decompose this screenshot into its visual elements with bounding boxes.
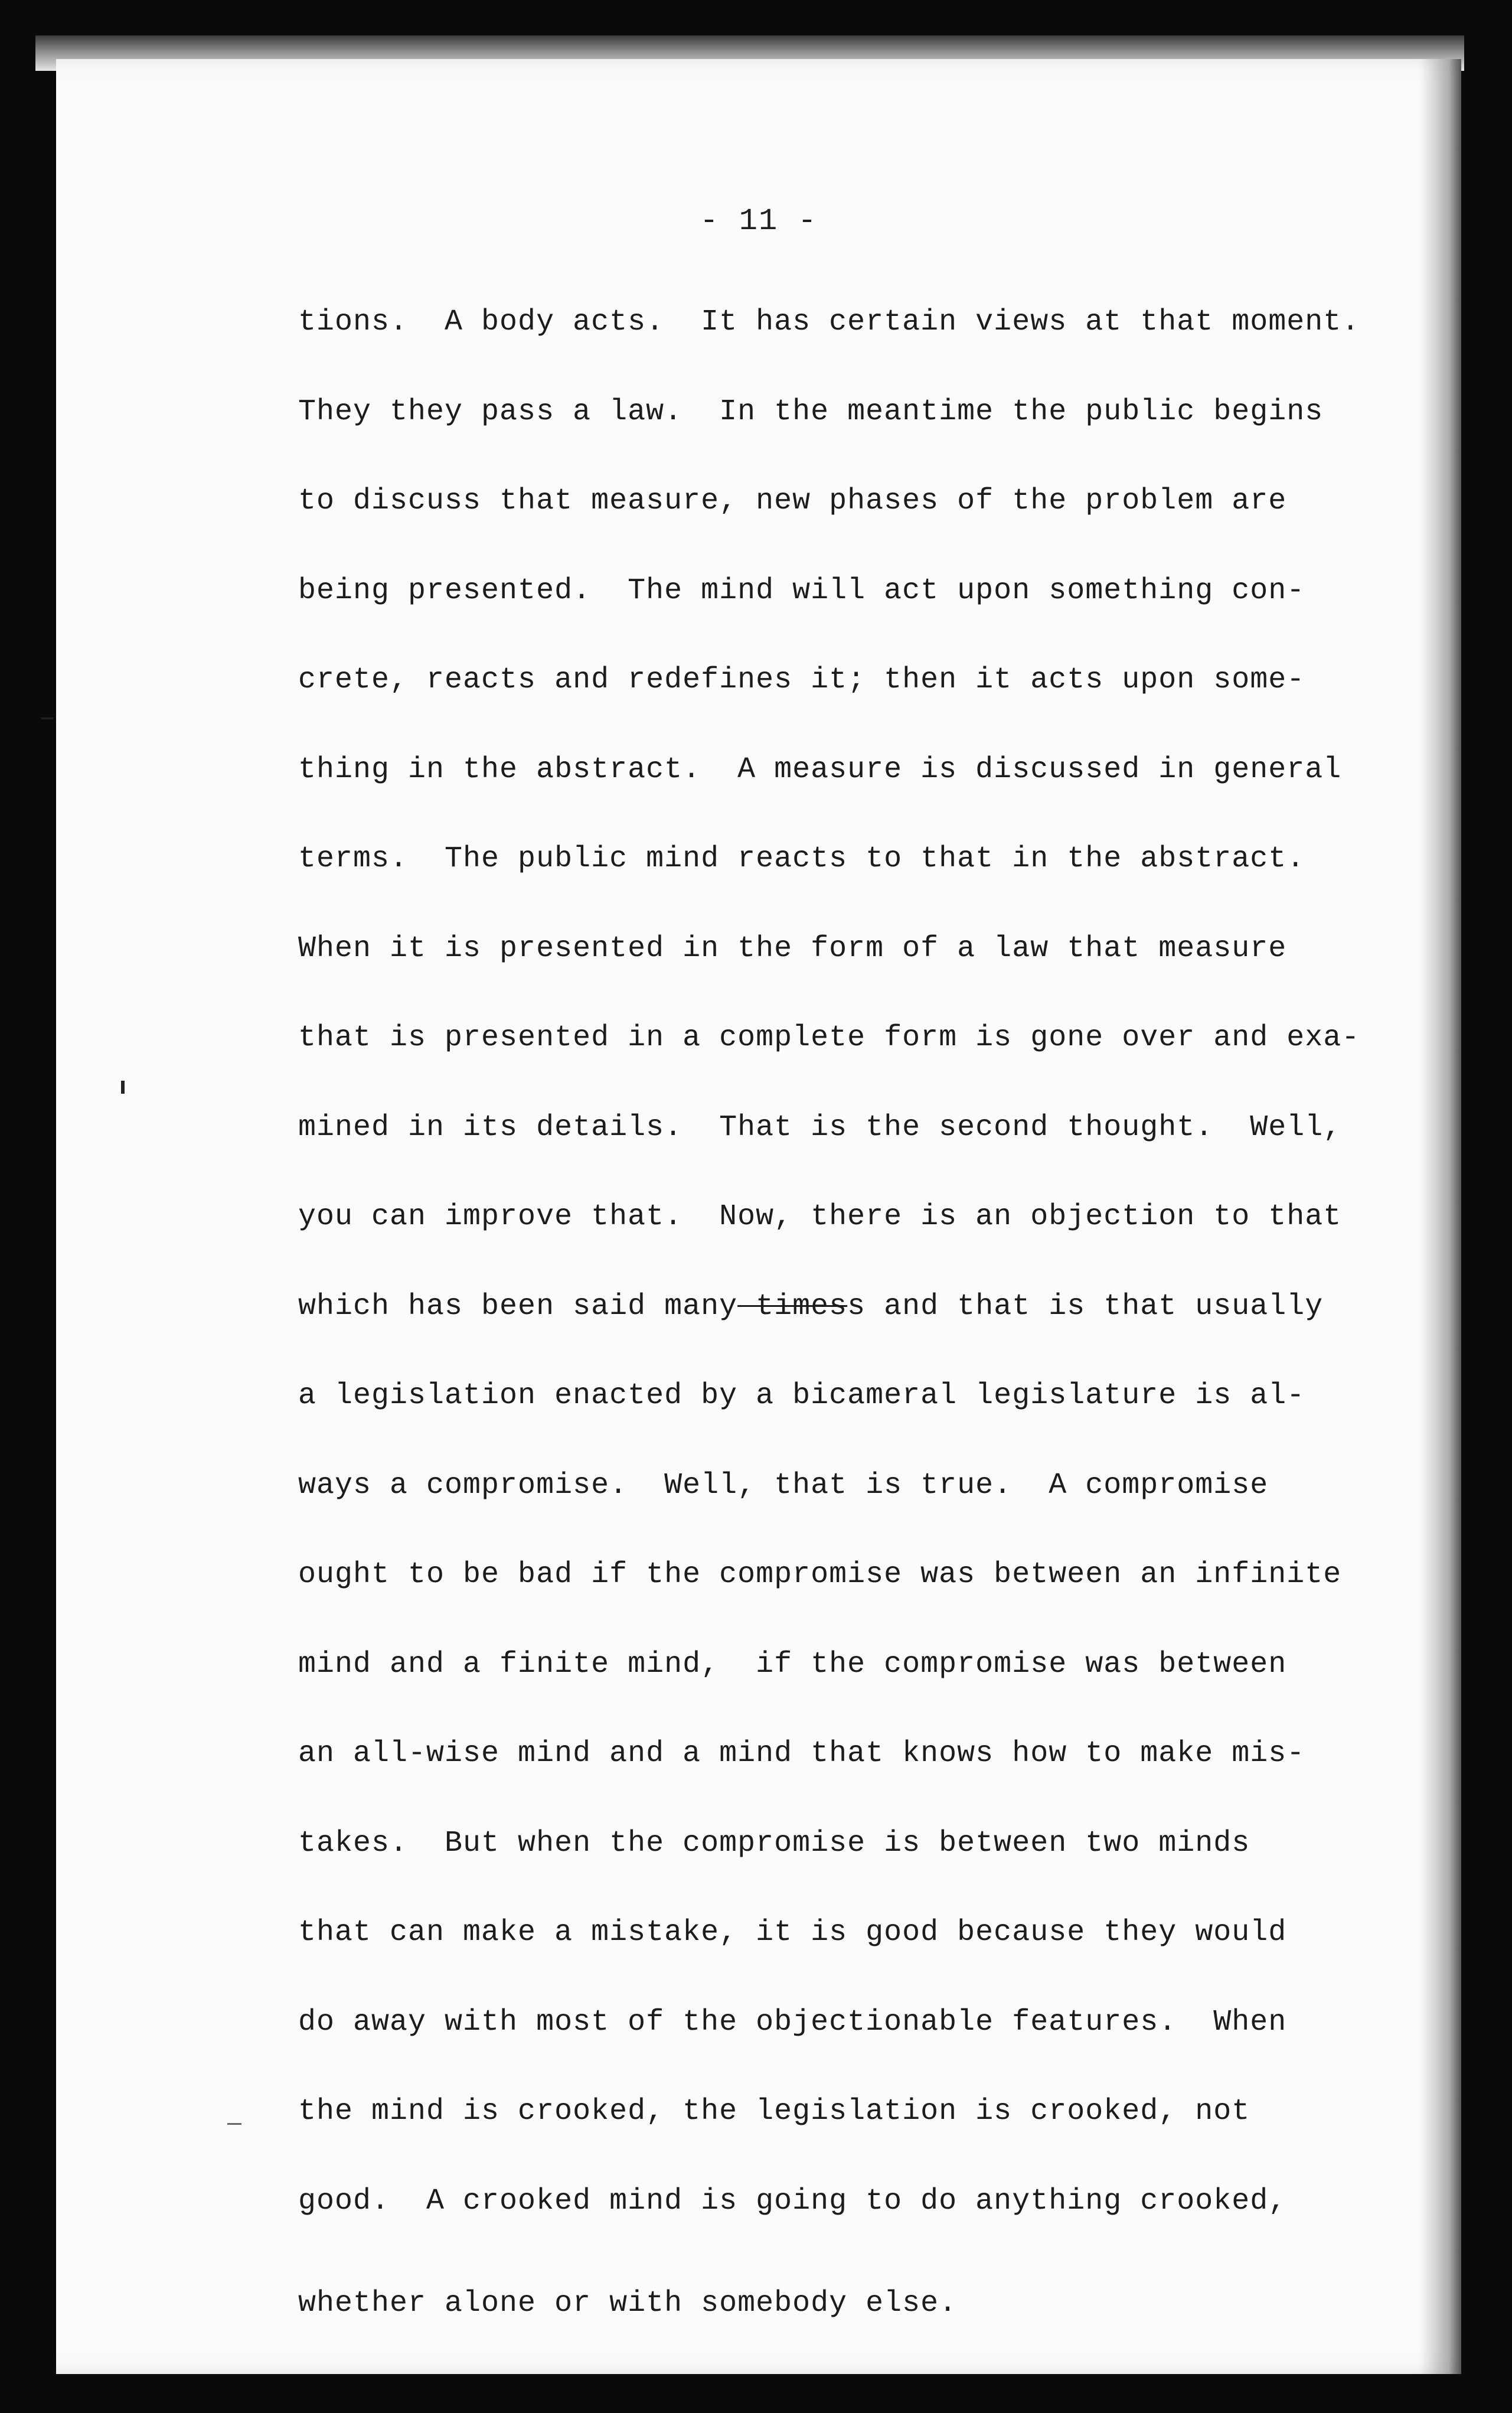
text-line: ways a compromise. Well, that is true. A compromise bbox=[298, 1468, 1269, 1502]
text-line: When it is presented in the form of a law that measure bbox=[298, 931, 1287, 966]
text-line: you can improve that. Now, there is an objection to that bbox=[298, 1200, 1342, 1234]
text-line: whether alone or with somebody else. bbox=[298, 2287, 958, 2320]
typewritten-body bbox=[298, 278, 1420, 2349]
text-line: a legislation enacted by a bicameral legislature is al- bbox=[298, 1379, 1305, 1413]
struck-out-text: times bbox=[737, 1289, 848, 1323]
text-segment: which has been said many bbox=[298, 1289, 738, 1323]
page-right-shadow bbox=[1420, 59, 1461, 2374]
text-line: to discuss that measure, new phases of the problem are bbox=[298, 484, 1287, 518]
text-line: tions. A body acts. It has certain views at that moment. bbox=[298, 305, 1360, 339]
margin-mark bbox=[41, 718, 53, 719]
margin-mark bbox=[227, 2123, 241, 2125]
text-line: ought to be bad if the compromise was between an infinite bbox=[298, 1558, 1342, 1592]
text-line: being presented. The mind will act upon something con- bbox=[298, 573, 1305, 608]
text-line: mind and a finite mind, if the compromise was between bbox=[298, 1647, 1287, 1681]
text-line: crete, reacts and redefines it; then it acts upon some- bbox=[298, 663, 1305, 697]
text-segment: s and that is that usually bbox=[847, 1289, 1324, 1323]
text-line: thing in the abstract. A measure is discussed in general bbox=[298, 752, 1342, 787]
margin-mark bbox=[121, 1081, 125, 1094]
text-line: good. A crooked mind is going to do anything crooked, bbox=[298, 2184, 1287, 2218]
text-line: that can make a mistake, it is good because they would bbox=[298, 1916, 1287, 1949]
text-line: that is presented in a complete form is gone over and exa- bbox=[298, 1021, 1360, 1055]
text-line-with-strikethrough bbox=[298, 1262, 1420, 1352]
text-line: takes. But when the compromise is between two minds bbox=[298, 1826, 1250, 1860]
document-page bbox=[56, 59, 1461, 2374]
text-line: do away with most of the objectionable features. When bbox=[298, 2005, 1287, 2039]
text-line: the mind is crooked, the legislation is crooked, not bbox=[298, 2095, 1250, 2128]
text-line: mined in its details. That is the second thought. Well, bbox=[298, 1110, 1342, 1144]
text-line: terms. The public mind reacts to that in the abstract. bbox=[298, 842, 1305, 876]
text-line: an all-wise mind and a mind that knows how to make mis- bbox=[298, 1737, 1305, 1770]
text-line: They they pass a law. In the meantime the public begins bbox=[298, 394, 1324, 429]
page-number: - 11 - bbox=[700, 204, 818, 239]
